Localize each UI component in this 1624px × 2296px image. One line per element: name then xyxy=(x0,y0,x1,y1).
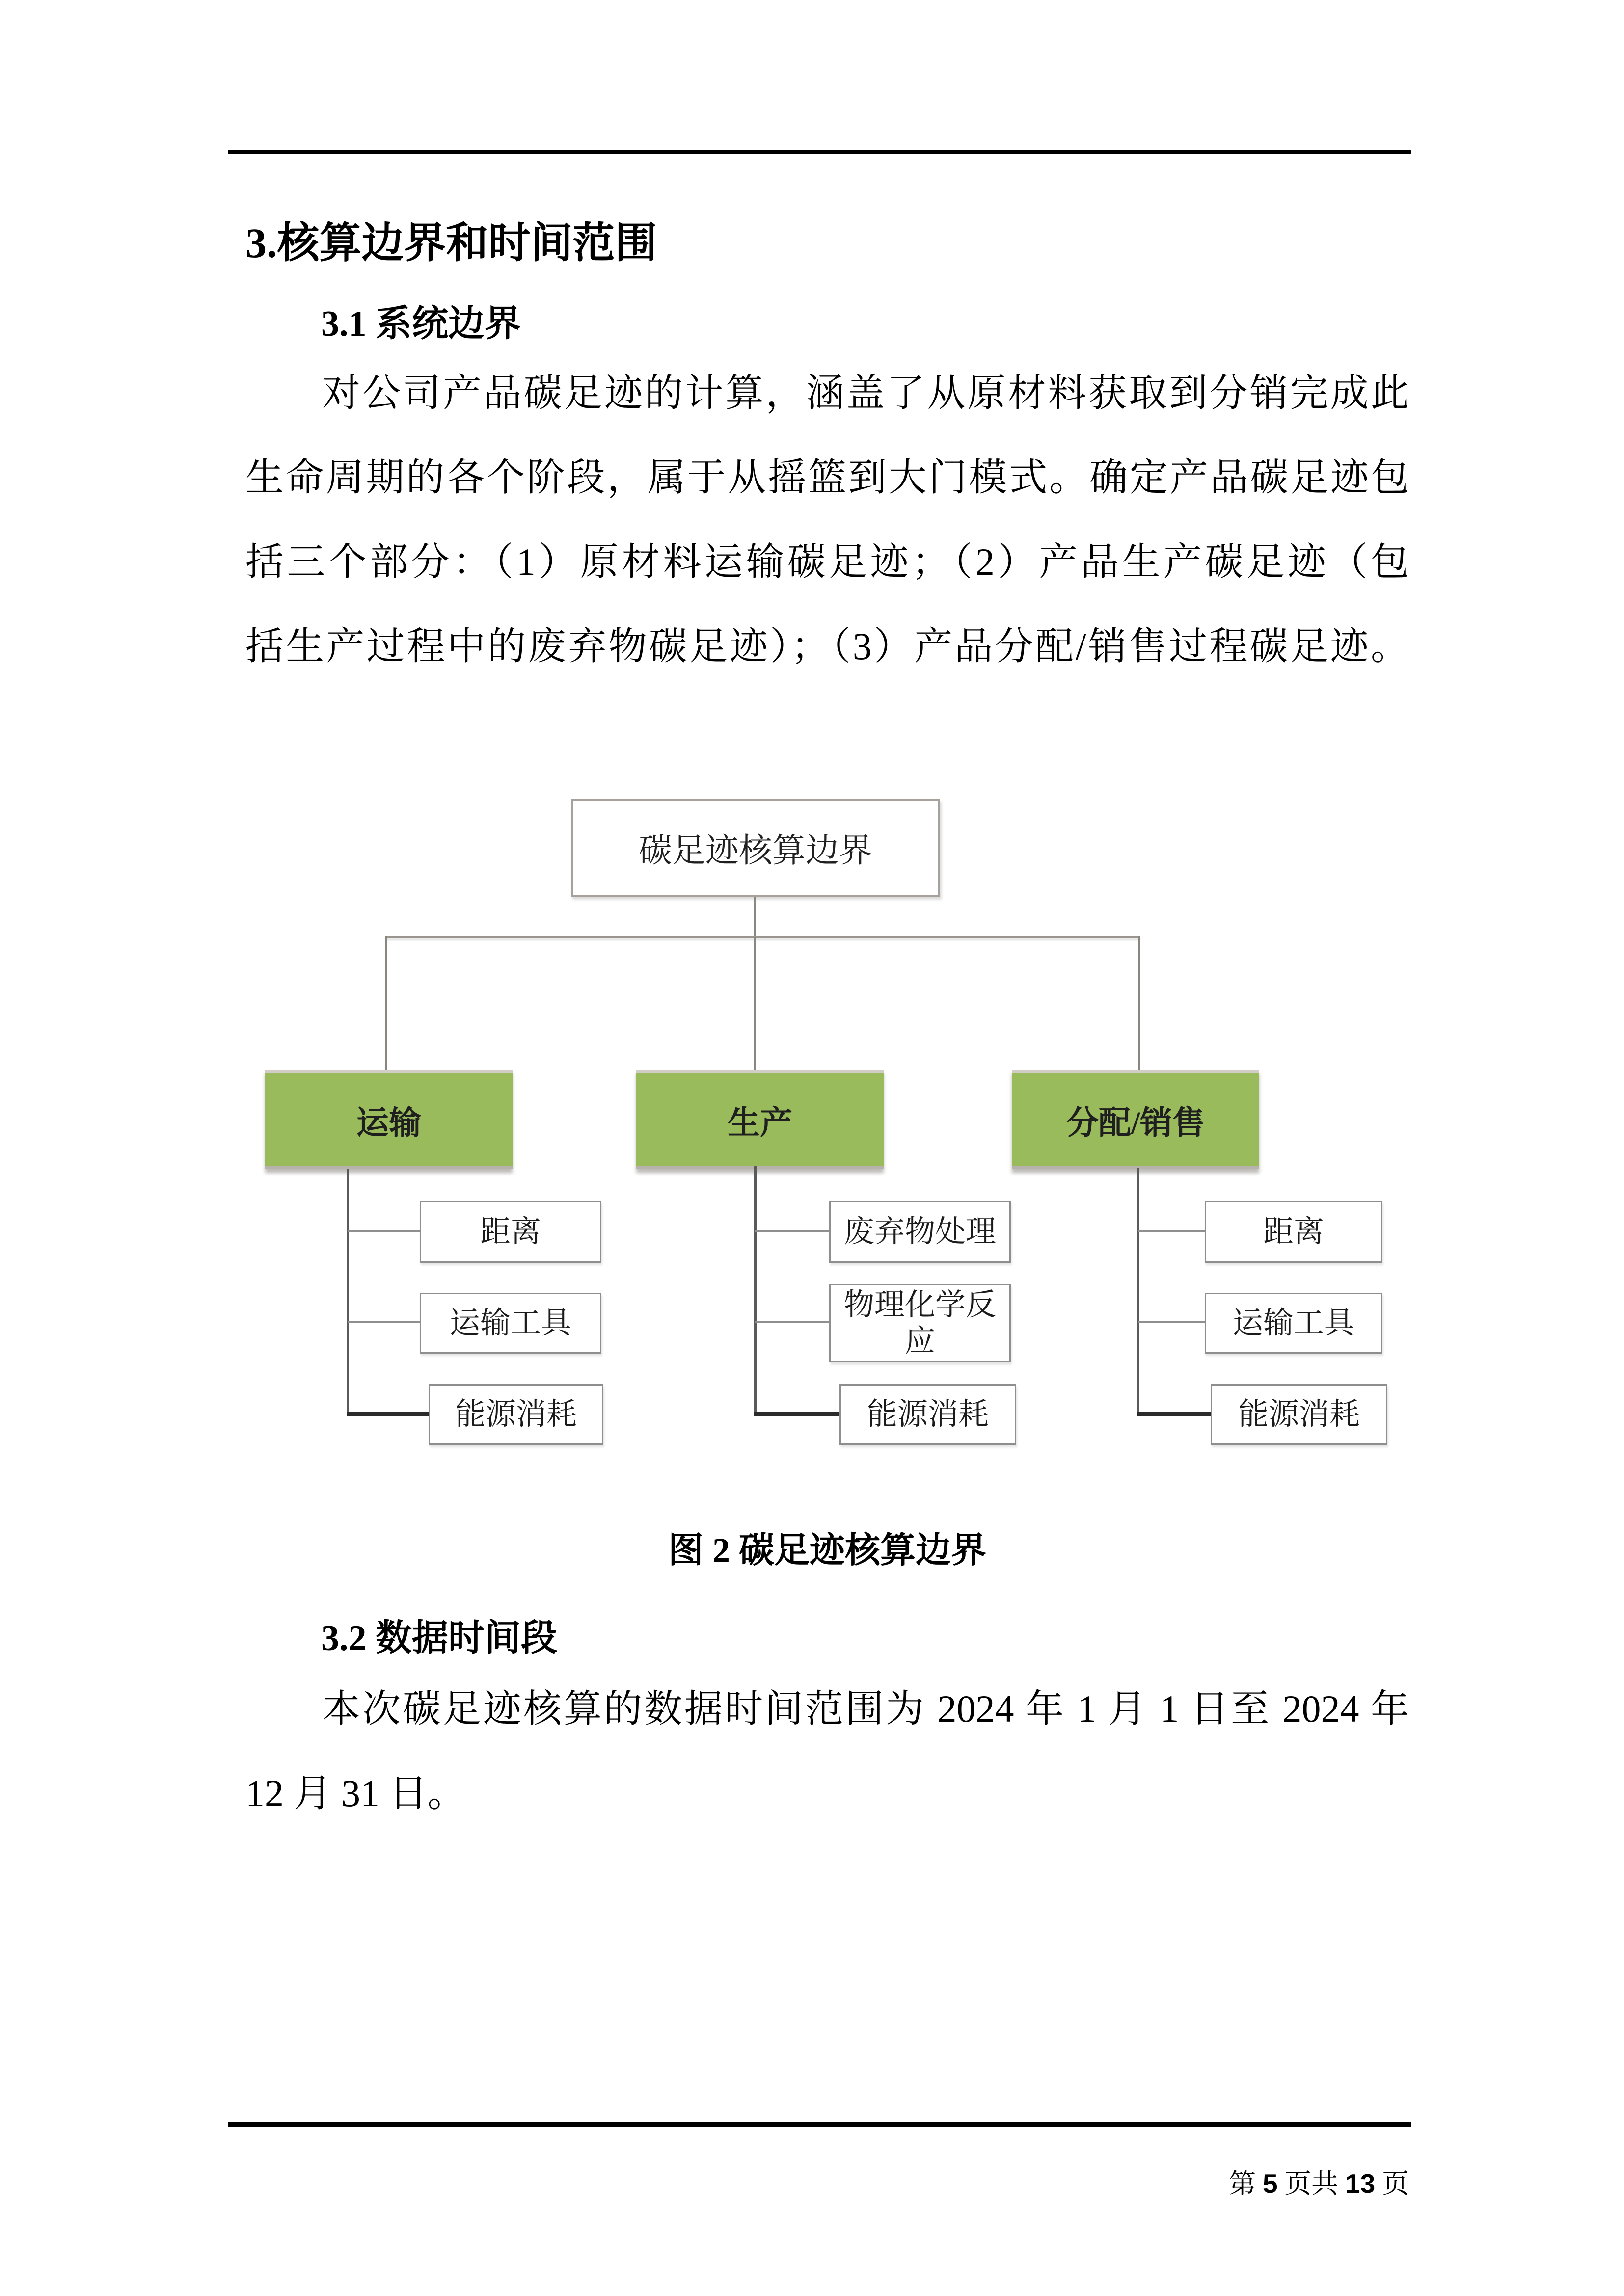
diagram-item-energy-consumption xyxy=(429,1384,603,1445)
connector-root-vertical xyxy=(754,897,756,939)
connector-drop-middle xyxy=(754,937,756,1070)
item-label: 物理化学反应 xyxy=(843,1288,996,1358)
diagram-stage-production xyxy=(636,1070,884,1169)
body-line: 括生产过程中的废弃物碳足迹）；（3）产品分配/销售过程碳足迹。 xyxy=(245,625,1409,667)
diagram-item-waste-treatment xyxy=(829,1201,1011,1263)
page-number-current: 5 xyxy=(1262,2168,1278,2199)
connector-elbow xyxy=(1137,1412,1211,1416)
diagram-root-label: 碳足迹核算边界 xyxy=(638,832,872,869)
connector-stub xyxy=(348,1230,420,1232)
page-number-prefix: 第 xyxy=(1229,2169,1263,2199)
connector-stub xyxy=(1138,1321,1205,1323)
figure-caption: 图 2 碳足迹核算边界 xyxy=(668,1531,986,1570)
connector-stub xyxy=(755,1230,829,1232)
stage-label: 运输 xyxy=(356,1105,421,1141)
header-rule xyxy=(228,150,1411,154)
diagram-item-distance xyxy=(1205,1201,1382,1263)
body-line: 括三个部分：（1）原材料运输碳足迹；（2）产品生产碳足迹（包 xyxy=(245,540,1409,583)
diagram-item-physicochemical-reaction xyxy=(829,1284,1011,1362)
item-label: 运输工具 xyxy=(1232,1307,1354,1340)
connector-stub xyxy=(755,1321,829,1323)
connector-stub xyxy=(1138,1230,1205,1232)
connector-trunk-right xyxy=(1137,1168,1139,1416)
paragraph-data-period xyxy=(245,1667,1409,1836)
connector-trunk-middle xyxy=(754,1166,757,1416)
connector-trunk-left xyxy=(347,1169,349,1416)
connector-drop-right xyxy=(1138,936,1140,1070)
subsection-heading-data-period: 3.2 数据时间段 xyxy=(321,1618,557,1658)
item-label: 距离 xyxy=(480,1215,541,1249)
connector-stub xyxy=(348,1321,420,1323)
diagram-stage-transport xyxy=(265,1070,513,1169)
connector-drop-left xyxy=(385,936,387,1070)
footer-rule xyxy=(228,2122,1411,2127)
diagram-item-transport-tools xyxy=(1205,1293,1382,1354)
item-label: 能源消耗 xyxy=(455,1398,577,1431)
page-number xyxy=(1202,2129,1409,2239)
section-heading: 3.核算边界和时间范围 xyxy=(245,219,657,267)
paragraph-system-boundary xyxy=(245,351,1409,689)
connector-bus-horizontal xyxy=(386,936,1140,938)
diagram-item-energy-consumption xyxy=(1211,1384,1387,1445)
item-label: 运输工具 xyxy=(449,1307,571,1340)
item-label: 废弃物处理 xyxy=(843,1215,996,1249)
body-line: 对公司产品碳足迹的计算，涵盖了从原材料获取到分销完成此 xyxy=(322,372,1409,414)
page-number-suffix: 页 xyxy=(1375,2169,1409,2199)
subsection-heading-system-boundary: 3.1 系统边界 xyxy=(321,304,521,344)
page-number-middle: 页共 xyxy=(1277,2169,1346,2199)
diagram-stage-distribution xyxy=(1012,1070,1259,1169)
item-label: 能源消耗 xyxy=(866,1398,989,1431)
connector-elbow xyxy=(347,1412,429,1416)
diagram-root-box xyxy=(571,799,940,897)
item-label: 能源消耗 xyxy=(1238,1398,1360,1431)
body-line: 本次碳足迹核算的数据时间范围为 2024 年 1 月 1 日至 2024 年 xyxy=(322,1687,1409,1730)
body-line: 12 月 31 日。 xyxy=(245,1772,466,1815)
diagram-item-energy-consumption xyxy=(839,1384,1016,1445)
body-line: 生命周期的各个阶段，属于从摇篮到大门模式。确定产品碳足迹包 xyxy=(245,456,1409,499)
diagram-item-transport-tools xyxy=(420,1293,601,1354)
page-number-total: 13 xyxy=(1345,2168,1376,2199)
stage-label: 生产 xyxy=(728,1105,792,1141)
connector-elbow xyxy=(754,1412,839,1416)
diagram-item-distance xyxy=(420,1201,601,1263)
item-label: 距离 xyxy=(1263,1215,1324,1249)
stage-label: 分配/销售 xyxy=(1066,1105,1205,1141)
